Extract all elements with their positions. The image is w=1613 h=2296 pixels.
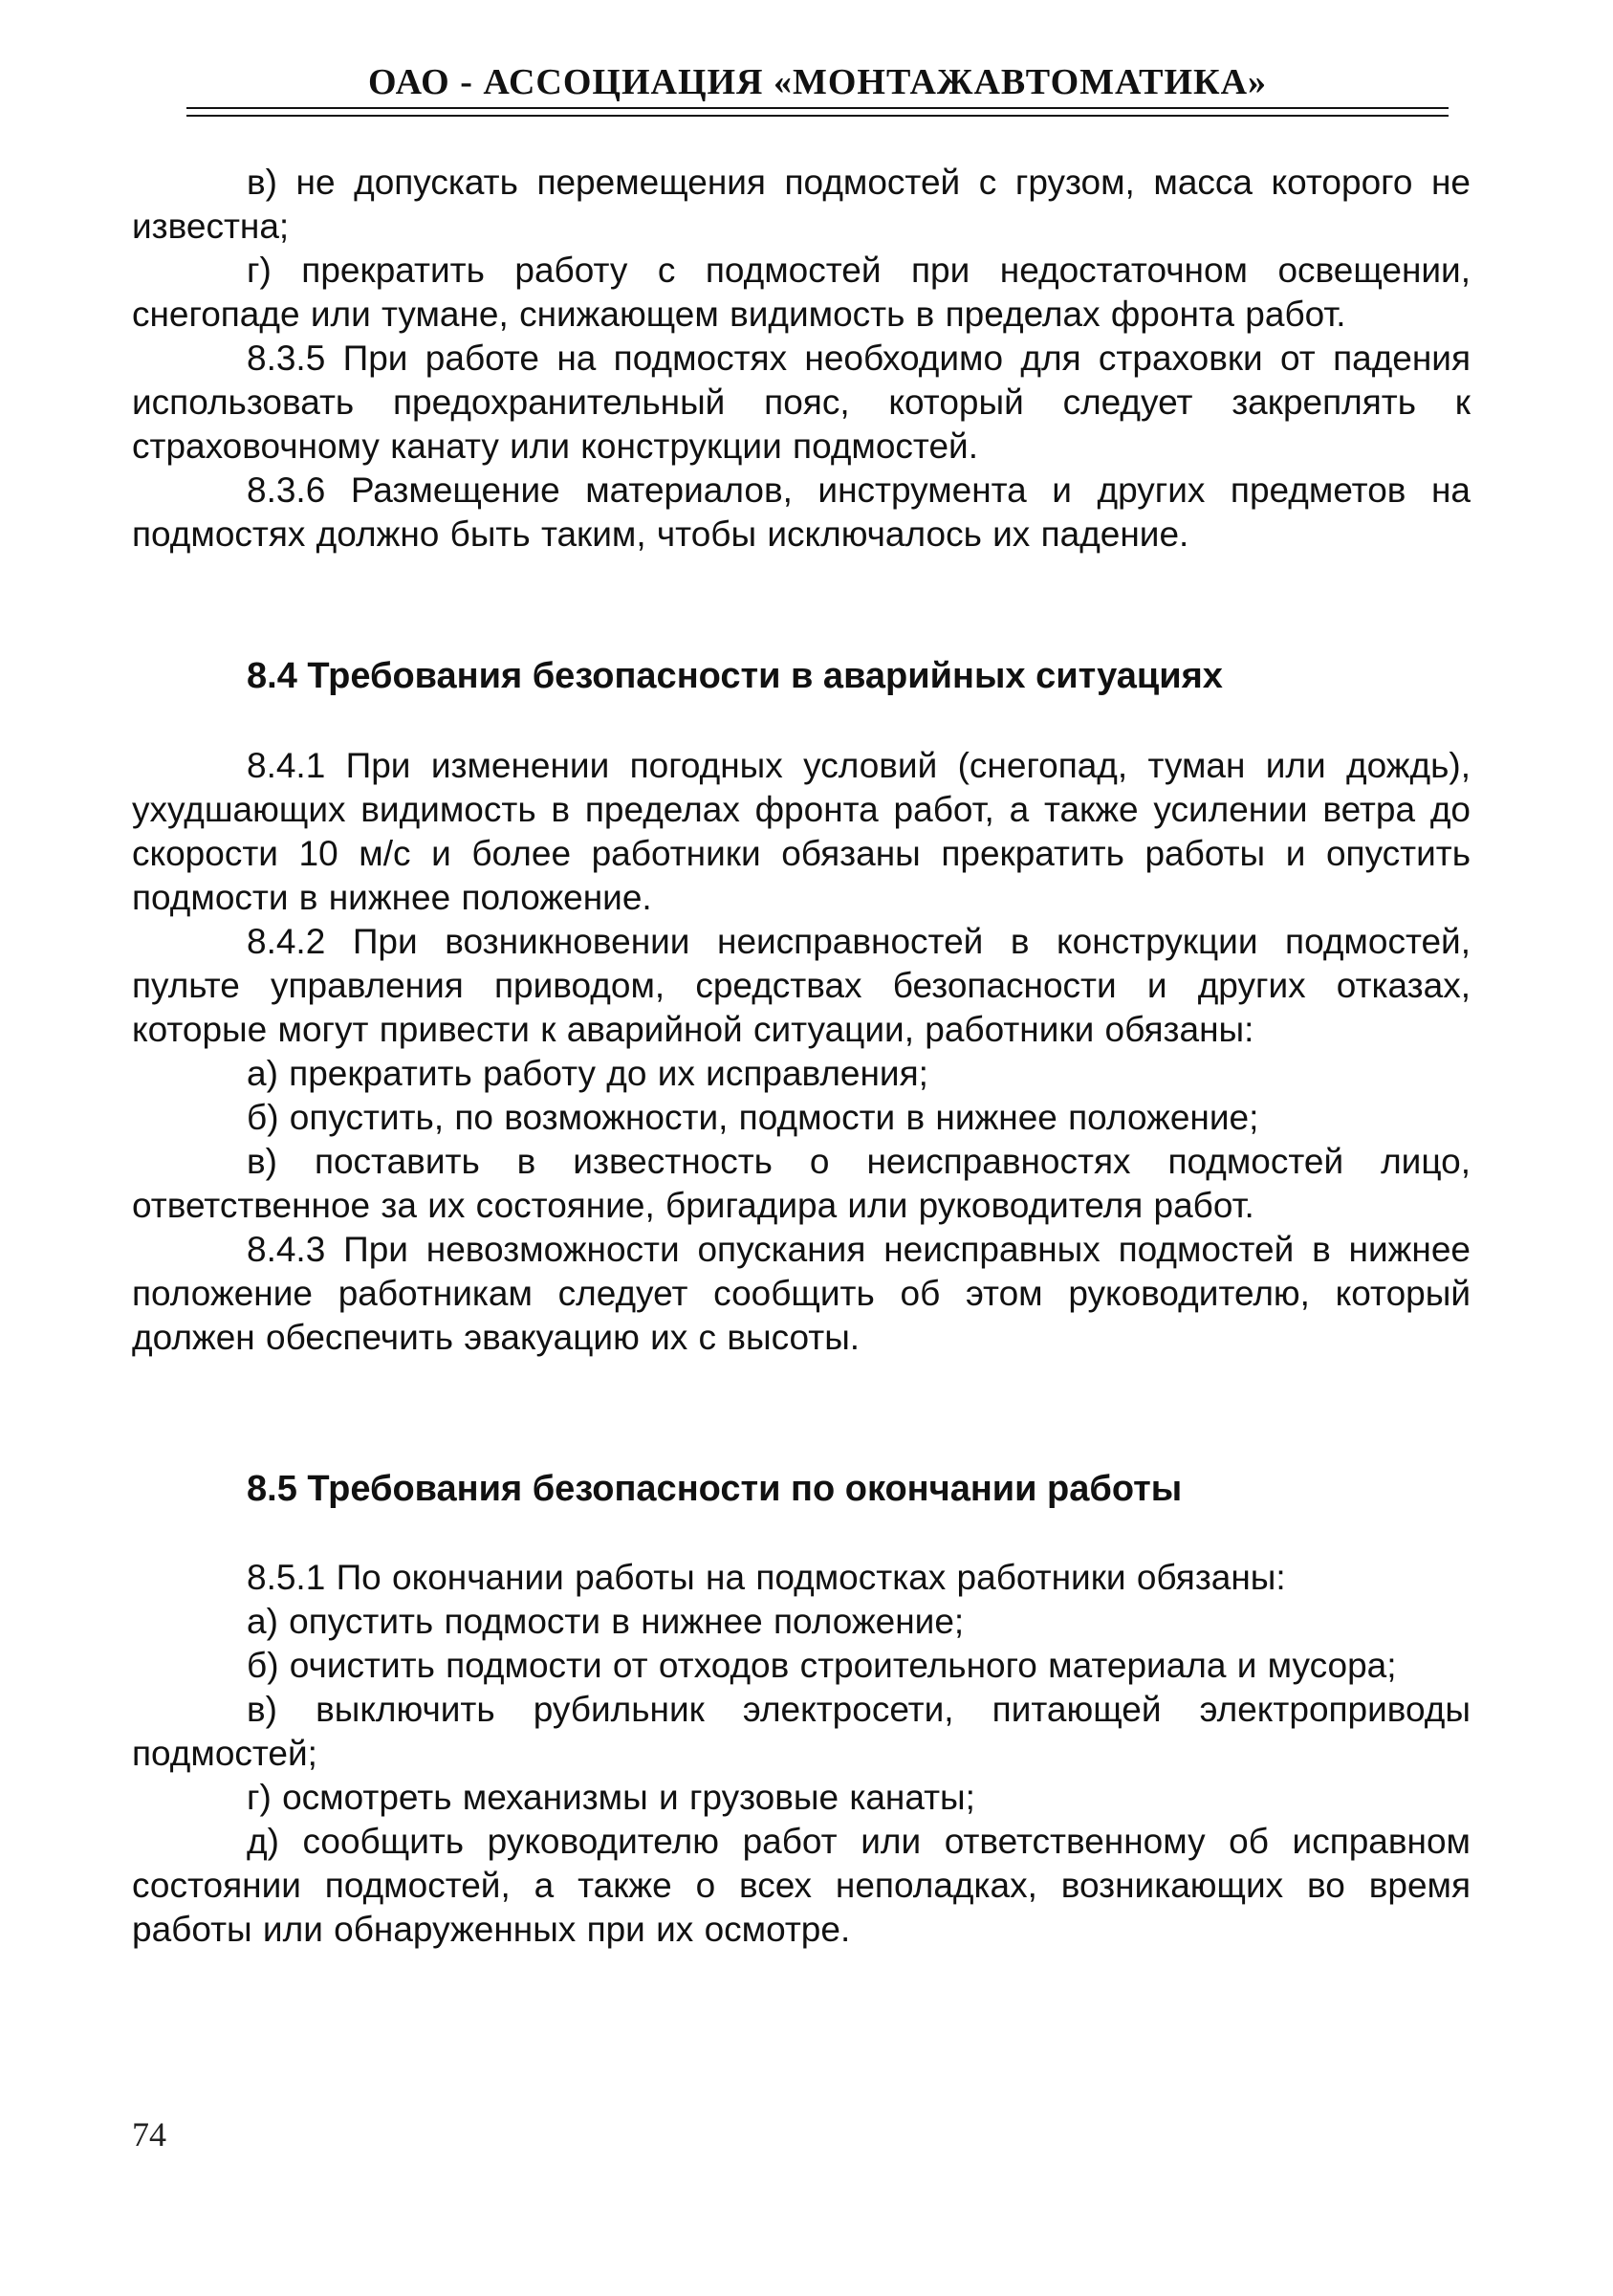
continued-section-8-3 [132,161,1471,557]
section-8-5-heading-wrap [132,1466,1471,1512]
list-item: г) осмотреть механизмы и грузовые канаты; [247,1778,975,1817]
section-heading: 8.5 Требования безопасности по окончании работы [247,1469,1183,1509]
page-number: 74 [132,2115,166,2154]
section-8-5-body [132,1556,1471,1952]
paragraph: 8.3.6 Размещение материалов, инструмента и других предметов на подмостях должно быть таким, чтобы исключалось их падение. [132,470,1471,554]
list-item: а) прекратить работу до их исправления; [247,1054,928,1093]
list-item: д) сообщить руководителю работ или ответственному об исправном состоянии подмостей, а также о всех неполадках, возникающих во время работы или обнаруженных при их осмотре. [132,1822,1471,1949]
paragraph: 8.5.1 По окончании работы на подмостках работники обязаны: [247,1558,1286,1597]
list-item: в) поставить в известность о неисправностях подмостей лицо, ответственное за их состояние, бригадира или руководителя работ. [132,1142,1471,1225]
paragraph: 8.4.1 При изменении погодных условий (снегопад, туман или дождь), ухудшающих видимость в пределах фронта работ, а также усилении ветра до скорости 10 м/с и более работники обязаны прекратить работы и опустить подмости в нижнее положение. [132,746,1471,917]
paragraph: в) не допускать перемещения подмостей с грузом, масса которого не известна; [132,163,1471,246]
list-item: в) выключить рубильник электросети, питающей электроприводы подмостей; [132,1690,1471,1773]
list-item: б) опустить, по возможности, подмости в нижнее положение; [247,1098,1259,1137]
list-item: б) очистить подмости от отходов строительного материала и мусора; [247,1646,1397,1685]
paragraph: 8.4.2 При возникновении неисправностей в конструкции подмостей, пульте управления приводом, средствах безопасности и других отказах, которые могут привести к аварийной ситуации, работники обязаны: [132,922,1471,1049]
section-8-4-body [132,744,1471,1360]
header-rule-top [186,107,1449,109]
header-rule-bottom [186,115,1449,117]
list-item: а) опустить подмости в нижнее положение; [247,1602,965,1641]
running-header: ОАО - АССОЦИАЦИЯ «МОНТАЖАВТОМАТИКА» [367,62,1268,102]
paragraph: 8.3.5 При работе на подмостях необходимо для страховки от падения использовать предохранительный пояс, который следует закреплять к страховочному канату или конструкции подмостей. [132,339,1471,466]
paragraph: 8.4.3 При невозможности опускания неисправных подмостей в нижнее положение работникам следует сообщить об этом руководителю, который должен обеспечить эвакуацию их с высоты. [132,1230,1471,1357]
section-8-4-heading-wrap [132,653,1471,699]
paragraph: г) прекратить работу с подмостей при недостаточном освещении, снегопаде или тумане, снижающем видимость в пределах фронта работ. [132,251,1471,334]
section-heading: 8.4 Требования безопасности в аварийных ситуациях [247,656,1223,696]
